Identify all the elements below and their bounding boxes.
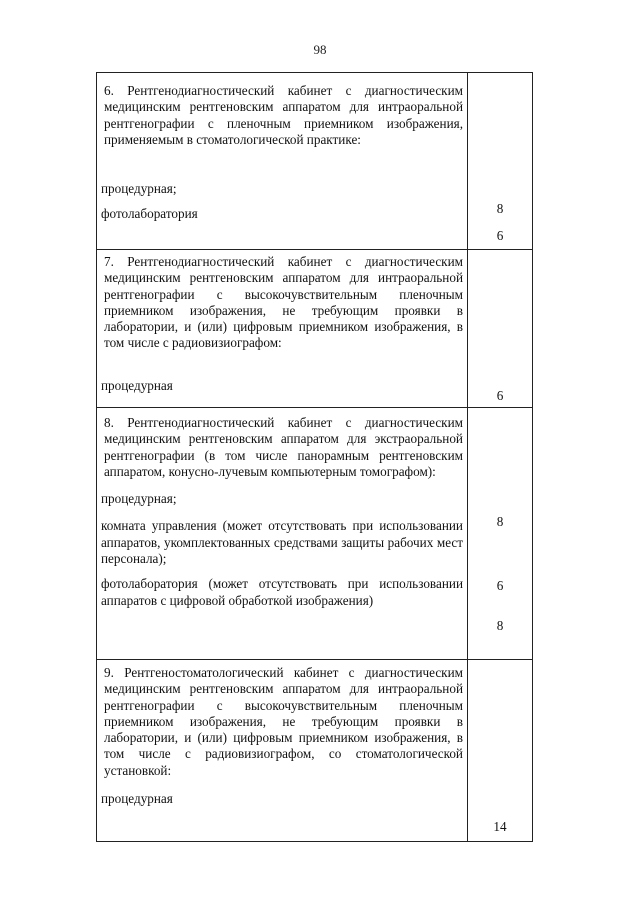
section-8-row-1-value: 8 [496, 514, 504, 529]
section-8-row-1-label: процедурная; [101, 491, 177, 507]
page-number: 98 [313, 42, 327, 57]
table-row-section-9 [97, 660, 533, 842]
section-6-description [97, 73, 468, 250]
table-row-section-8 [97, 408, 533, 660]
section-8-row-3-label: фотолаборатория (может отсутствовать при использовании аппаратов с цифровой обработкой изображения) [101, 576, 463, 608]
section-6-title: 6. Рентгенодиагностический кабинет с диагностическим медицинским рентгеновским аппаратом для интраоральной рентгенографии с пленочным приемником изображения, применяемым в стоматологической практике: [104, 83, 463, 147]
premises-table [96, 72, 533, 842]
section-8-row-3-value: 8 [496, 618, 504, 633]
section-8-values [468, 408, 533, 660]
section-9-values [468, 660, 533, 842]
section-6-row-1-value: 8 [496, 201, 504, 216]
section-9-row-1-value: 14 [493, 819, 507, 834]
section-6-row-1-label: процедурная; [101, 181, 177, 197]
section-8-title: 8. Рентгенодиагностический кабинет с диагностическим медицинским рентгеновским аппаратом для экстраоральной рентгенографии (в том числе панорамным рентгеновским аппаратом, конусно-лучевым компьютерным томографом): [104, 415, 463, 479]
section-6-values [468, 73, 533, 250]
section-6-row-2-label: фотолаборатория [101, 206, 198, 222]
section-7-row-1-value: 6 [496, 388, 504, 403]
section-9-row-1-label: процедурная [101, 791, 173, 807]
section-7-title: 7. Рентгенодиагностический кабинет с диагностическим медицинским рентгеновским аппаратом для интраоральной рентгенографии с высокочувствительным пленочным приемником изображения, не требующим проявки в лаборатории, и (или) цифровым приемником изображения, в том числе с радиовизиографом: [104, 254, 463, 351]
section-6-row-2-value: 6 [496, 228, 504, 243]
section-8-row-2-value: 6 [496, 578, 504, 593]
section-7-row-1-label: процедурная [101, 377, 173, 393]
section-9-description [97, 660, 468, 842]
section-8-description [97, 408, 468, 660]
section-8-row-2-label: комната управления (может отсутствовать при использовании аппаратов, укомплектованных средствами защиты рабочих мест персонала); [101, 518, 463, 567]
section-7-values [468, 250, 533, 408]
section-7-description [97, 250, 468, 408]
table-row-section-7 [97, 250, 533, 408]
section-9-title: 9. Рентгеностоматологический кабинет с диагностическим медицинским рентгеновским аппаратом для интраоральной рентгенографии с высокочувствительным пленочным приемником изображения, не требующим проявки в лаборатории, и (или) цифровым приемником изображения, в том числе с радиовизиографом, со стоматологической установкой: [104, 665, 463, 778]
table-row-section-6 [97, 73, 533, 250]
